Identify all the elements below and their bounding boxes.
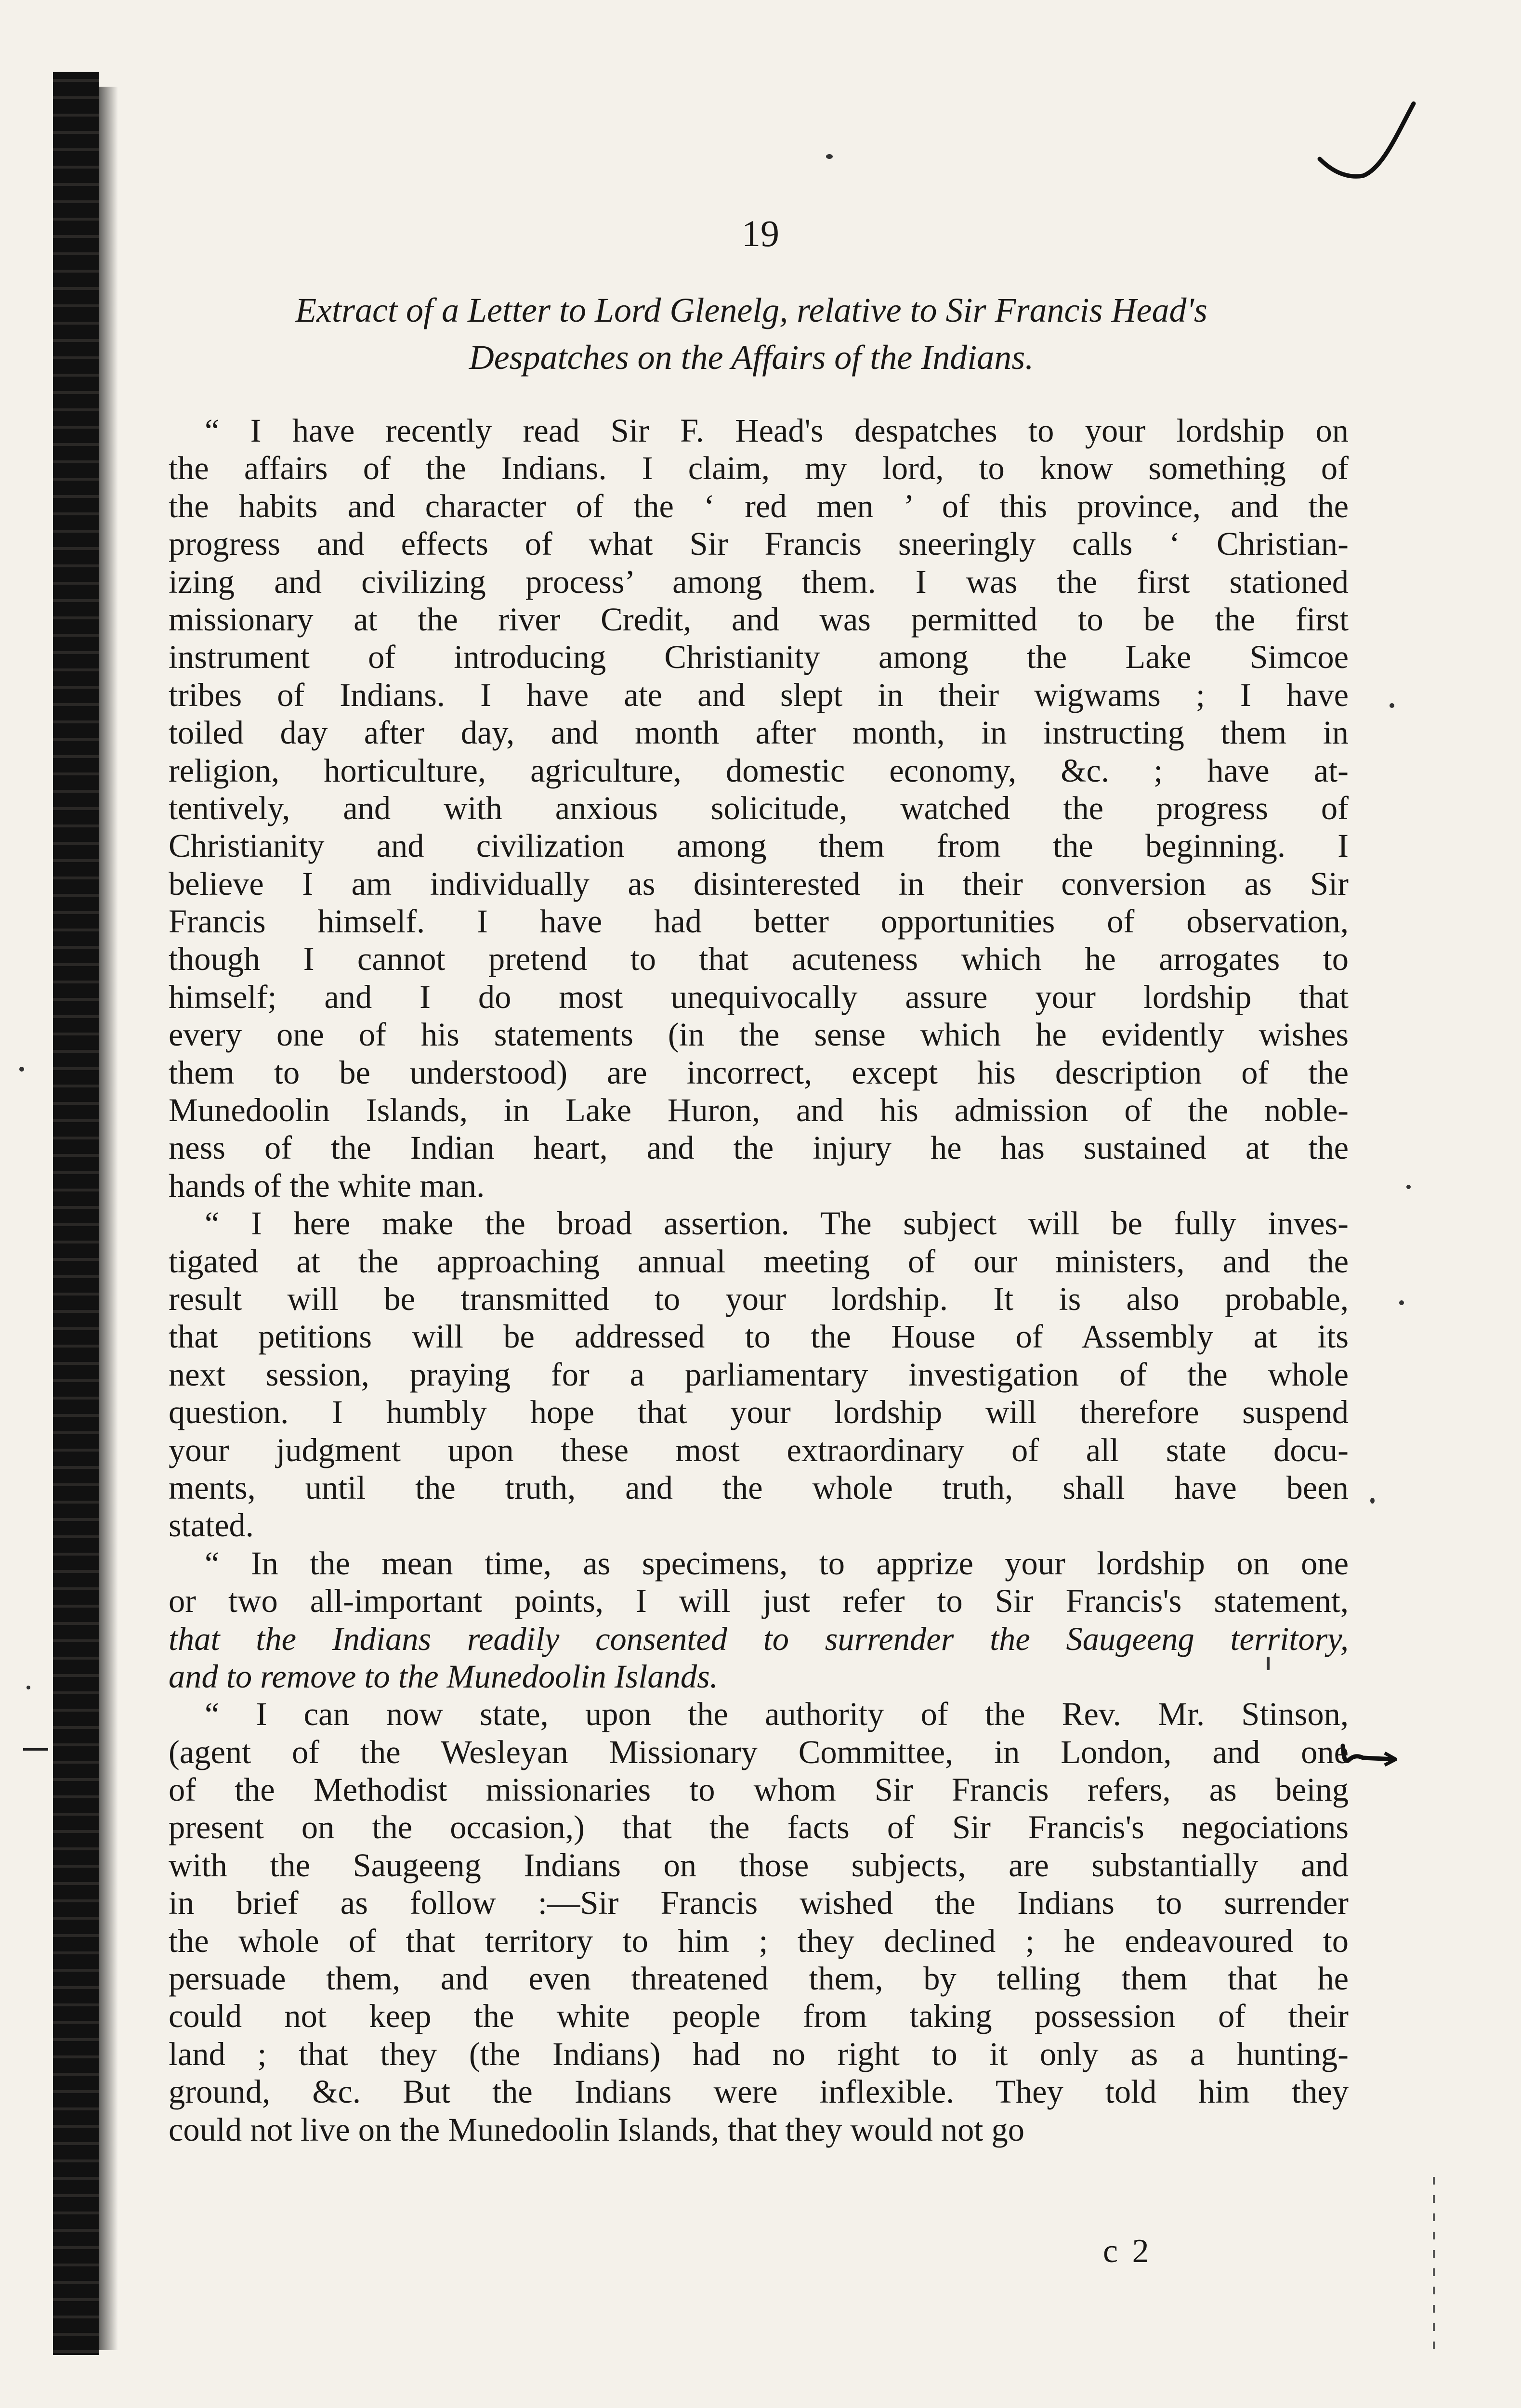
text-line: and to remove to the Munedoolin Islands. — [169, 1658, 718, 1695]
text-line: tentively, and with anxious solicitude, watched the progress of — [169, 789, 1349, 826]
text-line: tribes of Indians. I have ate and slept in their wigwams ; I have — [169, 676, 1349, 713]
margin-dash — [23, 1748, 48, 1751]
text-line: present on the occasion,) that the facts of Sir Francis's negociations — [169, 1809, 1349, 1846]
text-line: missionary at the river Credit, and was permitted to be the first — [169, 601, 1349, 638]
text-line: the habits and character of the ‘ red men ’ of this province, and the — [169, 487, 1349, 524]
page-speck — [826, 154, 833, 159]
text-line: the whole of that territory to him ; they declined ; he endeavoured to — [169, 1922, 1349, 1959]
text-line: next session, praying for a parliamentary investigation of the whole — [169, 1356, 1349, 1393]
text-line: ground, &c. But the Indians were inflexible. They told him they — [169, 2073, 1349, 2110]
text-line: “ I here make the broad assertion. The subject will be fully inves- — [205, 1205, 1349, 1242]
page-speck — [26, 1686, 30, 1689]
text-line: stated. — [169, 1507, 254, 1544]
text-line: hands of the white man. — [169, 1167, 485, 1204]
text-line: persuade them, and even threatened them, by telling them that he — [169, 1960, 1349, 1997]
text-line: that petitions will be addressed to the House of Assembly at its — [169, 1318, 1349, 1355]
page-speck — [19, 1067, 24, 1072]
page-speck — [1406, 1185, 1411, 1189]
signature-mark: c 2 — [1103, 2233, 1152, 2270]
text-line: with the Saugeeng Indians on those subjects, are substantially and — [169, 1846, 1349, 1884]
text-line: your judgment upon these most extraordinary of all state docu- — [169, 1431, 1349, 1468]
page-number: 19 — [742, 212, 779, 254]
text-line: instrument of introducing Christianity among the Lake Simcoe — [169, 639, 1349, 676]
page-title — [164, 287, 1339, 381]
text-line: every one of his statements (in the sense which he evidently wishes — [169, 1016, 1349, 1053]
text-line: Francis himself. I have had better opportunities of observation, — [169, 903, 1349, 940]
title-line: Despatches on the Affairs of the Indians. — [469, 338, 1034, 377]
text-line: progress and effects of what Sir Francis sneeringly calls ‘ Christian- — [169, 525, 1349, 563]
text-line: result will be transmitted to your lordship. It is also probable, — [169, 1280, 1349, 1317]
text-line: Munedoolin Islands, in Lake Huron, and his admission of the noble- — [169, 1092, 1349, 1129]
page-speck — [1370, 1498, 1375, 1504]
text-line: believe I am individually as disinterested in their conversion as Sir — [169, 865, 1349, 902]
text-line: “ In the mean time, as specimens, to apprize your lordship on one — [205, 1544, 1349, 1582]
letter-body — [169, 412, 1349, 2148]
text-line: ments, until the truth, and the whole truth, shall have been — [169, 1469, 1349, 1506]
text-line: tigated at the approaching annual meeting of our ministers, and the — [169, 1243, 1349, 1280]
text-line: in brief as follow :—Sir Francis wished the Indians to surrender — [169, 1885, 1349, 1922]
text-line: himself; and I do most unequivocally assure your lordship that — [169, 978, 1349, 1015]
text-line: (agent of the Wesleyan Missionary Committee, in London, and one — [169, 1733, 1349, 1770]
text-line: ness of the Indian heart, and the injury he has sustained at the — [169, 1129, 1349, 1166]
text-line: that the Indians readily consented to surrender the Saugeeng territory, — [169, 1620, 1349, 1657]
text-line: or two all-important points, I will just refer to Sir Francis's statement, — [169, 1583, 1349, 1620]
text-line: “ I have recently read Sir F. Head's despatches to your lordship on — [205, 412, 1349, 449]
text-line: toiled day after day, and month after month, in instructing them in — [169, 714, 1349, 751]
page-speck — [1399, 1300, 1404, 1305]
title-line: Extract of a Letter to Lord Glenelg, relative to Sir Francis Head's — [295, 291, 1207, 329]
text-line: could not keep the white people from taking possession of their — [169, 1998, 1349, 2035]
text-line: of the Methodist missionaries to whom Sir Francis refers, as being — [169, 1771, 1349, 1808]
text-line: “ I can now state, upon the authority of the Rev. Mr. Stinson, — [205, 1696, 1349, 1733]
text-line: religion, horticulture, agriculture, domestic economy, &c. ; have at- — [169, 752, 1349, 789]
text-line: izing and civilizing process’ among them. I was the first stationed — [169, 563, 1349, 600]
right-edge-marks — [1433, 2177, 1435, 2350]
text-line: Christianity and civilization among them from the beginning. I — [169, 827, 1349, 864]
text-line: the affairs of the Indians. I claim, my lord, to know something of — [169, 450, 1349, 487]
page-speck — [1390, 703, 1394, 708]
handwritten-check-mark — [1315, 96, 1421, 193]
text-line: them to be understood) are incorrect, except his description of the — [169, 1054, 1349, 1091]
book-binding-edge — [53, 72, 99, 2355]
text-line: question. I humbly hope that your lordship will therefore suspend — [169, 1394, 1349, 1431]
text-line: land ; that they (the Indians) had no right to it only as a hunting- — [169, 2035, 1349, 2072]
binding-shadow — [99, 87, 118, 2350]
text-line: could not live on the Munedoolin Islands, that they would not go — [169, 2111, 1024, 2148]
text-line: though I cannot pretend to that acuteness which he arrogates to — [169, 941, 1349, 978]
